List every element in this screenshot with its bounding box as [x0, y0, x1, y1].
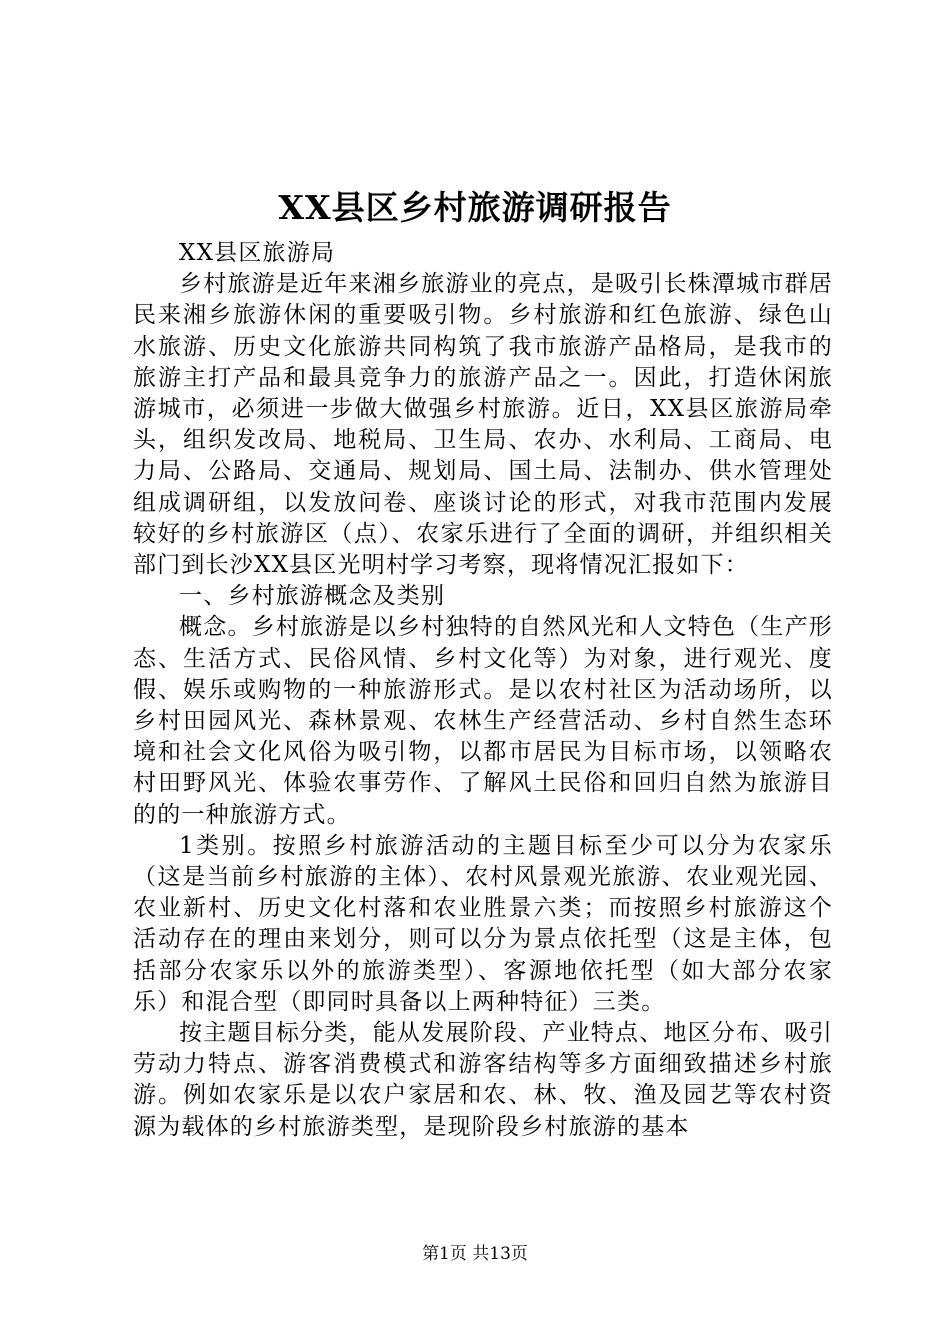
author-line: XX县区旅游局	[179, 240, 336, 266]
document-title: XX县区乡村旅游调研报告	[278, 188, 672, 227]
document-body	[133, 238, 833, 1143]
paragraph-categories: 1类别。按照乡村旅游活动的主题目标至少可以分为农家乐（这是当前乡村旅游的主体）、农村风景观光旅游、农业观光园、农业新村、历史文化村落和农业胜景六类；而按照乡村旅游这个活动存在的理由来划分，则可以分为景点依托型（这是主体，包括部分农家乐以外的旅游类型）、客源地依托型（如大部分农家乐）和混合型（即同时具备以上两种特征）三类。	[133, 832, 833, 1015]
paragraph-concept: 概念。乡村旅游是以乡村独特的自然风光和人文特色（生产形态、生活方式、民俗风情、乡村文化等）为对象，进行观光、度假、娱乐或购物的一种旅游形式。是以农村社区为活动场所，以乡村田园风光、森林景观、农林生产经营活动、乡村自然生态环境和社会文化风俗为吸引物，以都市居民为目标市场，以领略农村田野风光、体验农事劳作、了解风土民俗和回归自然为旅游目的的一种旅游方式。	[133, 614, 833, 828]
page-footer: 第1页 共13页	[422, 1244, 528, 1264]
paragraph-theme-classification: 按主题目标分类，能从发展阶段、产业特点、地区分布、吸引劳动力特点、游客消费模式和游客结构等多方面细致描述乡村旅游。例如农家乐是以农户家居和农、林、牧、渔及园艺等农村资源为载体的乡村旅游类型，是现阶段乡村旅游的基本	[133, 1020, 833, 1140]
section-heading: 一、乡村旅游概念及类别	[179, 583, 446, 610]
paragraph-intro: 乡村旅游是近年来湘乡旅游业的亮点，是吸引长株潭城市群居民来湘乡旅游休闲的重要吸引物。乡村旅游和红色旅游、绿色山水旅游、历史文化旅游共同构筑了我市旅游产品格局，是我市的旅游主打产品和最具竞争力的旅游产品之一。因此，打造休闲旅游城市，必须进一步做大做强乡村旅游。近日，XX县区旅游局牵头，组织发改局、地税局、卫生局、农办、水利局、工商局、电力局、公路局、交通局、规划局、国土局、法制办、供水管理处组成调研组，以发放问卷、座谈讨论的形式，对我市范围内发展较好的乡村旅游区（点）、农家乐进行了全面的调研，并组织相关部门到长沙XX县区光明村学习考察，现将情况汇报如下：	[133, 271, 833, 579]
